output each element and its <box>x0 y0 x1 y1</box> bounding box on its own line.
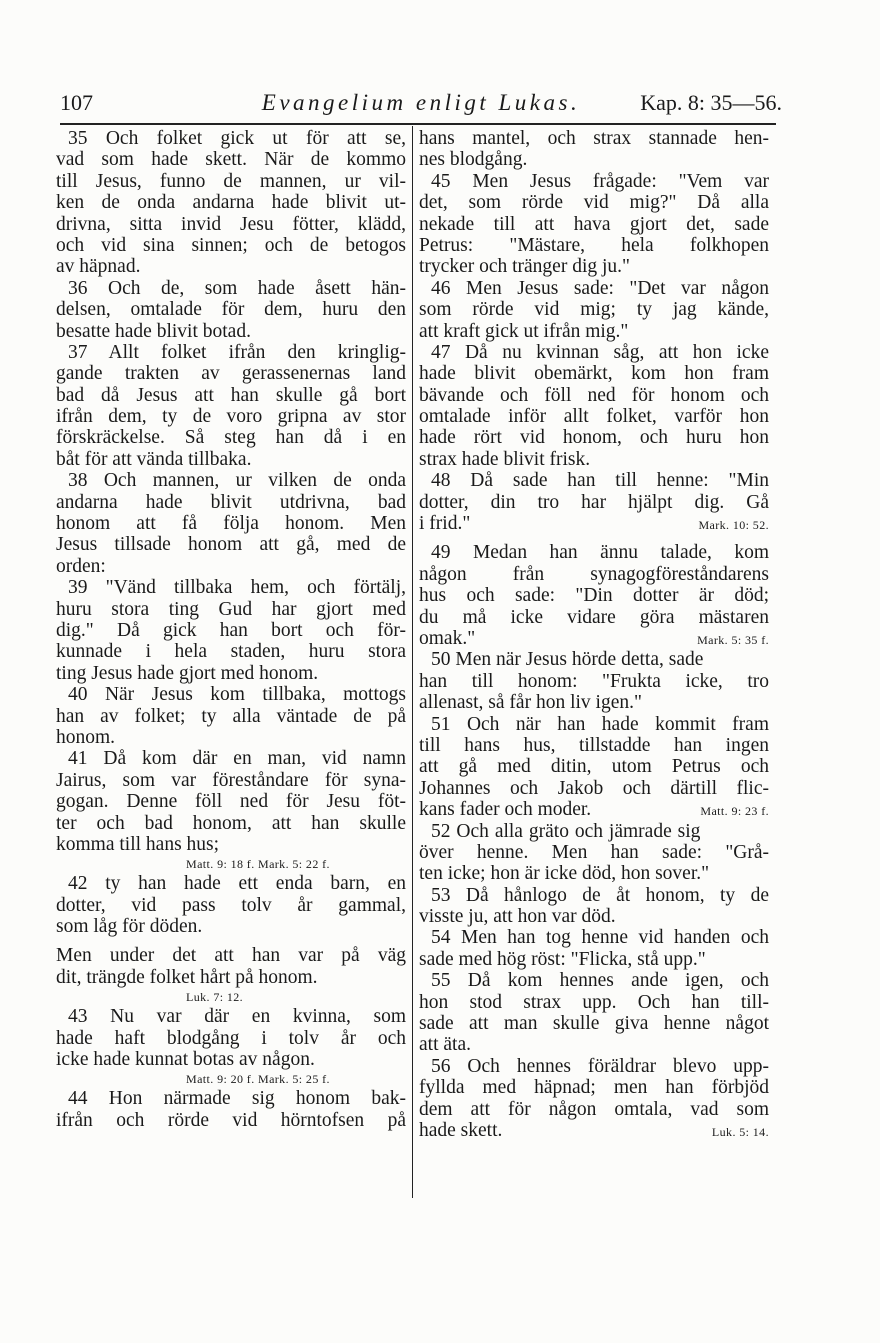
text-line: hon stod strax upp. Och han till- <box>419 991 769 1013</box>
page-number: 107 <box>60 90 93 115</box>
text-line: strax hade blivit frisk. <box>419 448 591 470</box>
verse-46-line: 46 Men Jesus sade: "Det var någon <box>431 277 769 299</box>
text-line: hus och sade: "Din dotter är död; <box>419 585 769 607</box>
text-line: Jesus tillsade honom att gå, med de <box>56 534 406 556</box>
left-column <box>56 128 406 1131</box>
verse-40-line: 40 När Jesus kom tillbaka, mottogs <box>68 684 406 706</box>
verse-50-line: 50 Men när Jesus hörde detta, sade <box>431 649 704 671</box>
text-line: nekade till att hava gjort det, sade <box>419 213 769 235</box>
text-line: du må icke vidare göra mästaren <box>419 606 769 628</box>
text-line: gogan. Denne föll ned för Jesu föt- <box>56 791 406 813</box>
text-line: båt för att vända tillbaka. <box>56 448 252 470</box>
text-line: någon från synagogföreståndarens <box>419 563 769 585</box>
text-line: att kraft gick ut ifrån mig." <box>419 320 629 342</box>
text-line: vad som hade skett. När de kommo <box>56 149 406 171</box>
text-line: delsen, omtalade för dem, huru den <box>56 299 406 321</box>
section-gap <box>56 937 406 945</box>
text-line: dit, trängde folket hårt på honom. <box>56 966 318 988</box>
verse-44-line: 44 Hon närmade sig honom bak- <box>68 1088 406 1110</box>
verse-45-line: 45 Men Jesus frågade: "Vem var <box>431 170 769 192</box>
verse-51-line: 51 Och när han hade kommit fram <box>431 713 769 735</box>
text-line: komma till hans hus; <box>56 833 220 855</box>
page-header <box>60 90 782 122</box>
verse-39-line: 39 "Vänd tillbaka hem, och förtälj, <box>68 577 406 599</box>
text-line: allenast, så får hon liv igen." <box>419 692 642 714</box>
text-line: omtalade inför allt folket, varför hon <box>419 406 769 428</box>
text-line-with-ref <box>419 628 769 649</box>
text-line: Petrus: "Mästare, hela folkhopen <box>419 234 769 256</box>
text-fragment: hade skett. <box>419 1119 503 1141</box>
text-line: till hans hus, tillstadde han ingen <box>419 734 769 756</box>
text-line-with-ref <box>419 799 769 820</box>
verse-47-line: 47 Då nu kvinnan såg, att hon icke <box>431 341 769 363</box>
text-line: dotter, vid pass tolv år gammal, <box>56 894 406 916</box>
text-line: ting Jesus hade gjort med honom. <box>56 662 319 684</box>
text-line: ten icke; hon är icke död, hon sover." <box>419 863 710 885</box>
text-line: icke hade kunnat botas av någon. <box>56 1049 315 1071</box>
text-fragment: omak." <box>419 627 476 649</box>
header-rule <box>60 123 776 125</box>
verse-53-line: 53 Då hånlogo de åt honom, ty de <box>431 884 769 906</box>
text-line: det, som rörde vid mig?" Då alla <box>419 192 769 214</box>
text-fragment: i frid." <box>419 513 471 535</box>
verse-35-line: 35 Och folket gick ut för att se, <box>68 128 406 149</box>
cross-reference: Matt. 9: 18 f. Mark. 5: 22 f. <box>186 857 330 872</box>
text-line: dig." Då gick han bort och för- <box>56 619 406 641</box>
verse-56-line: 56 Och hennes föräldrar blevo upp- <box>431 1055 769 1077</box>
text-line: huru stora ting Gud har gjort med <box>56 598 406 620</box>
text-line: ifrån och rörde vid hörntofsen på <box>56 1109 406 1131</box>
text-line: Johannes och Jakob och därtill flic- <box>419 777 769 799</box>
verse-42-line: 42 ty han hade ett enda barn, en <box>68 873 406 895</box>
cross-reference: Matt. 9: 20 f. Mark. 5: 25 f. <box>186 1072 330 1087</box>
verse-55-line: 55 Då kom hennes ande igen, och <box>431 970 769 992</box>
text-line: sade att man skulle giva henne något <box>419 1013 769 1035</box>
verse-37-line: 37 Allt folket ifrån den kringlig- <box>68 341 406 363</box>
text-line: Jairus, som var föreståndare för syna- <box>56 769 406 791</box>
text-line: ken de onda andarna hade blivit ut- <box>56 192 406 214</box>
text-line: honom. <box>56 726 116 748</box>
verse-48-line: 48 Då sade han till henne: "Min <box>431 470 769 492</box>
text-line: hans mantel, och strax stannade hen- <box>419 128 769 149</box>
text-line: att gå med ditin, utom Petrus och <box>419 756 769 778</box>
verse-49-line: 49 Medan han ännu talade, kom <box>431 542 769 564</box>
text-line-with-ref <box>419 513 769 534</box>
verse-52-line: 52 Och alla gräto och jämrade sig <box>431 820 701 842</box>
right-column <box>419 128 769 1143</box>
text-line: och vid sina sinnen; och de betogos <box>56 234 406 256</box>
text-line: som låg för döden. <box>56 916 203 938</box>
text-line: honom att få följa honom. Men <box>56 513 406 535</box>
text-line: hade haft blodgång i tolv år och <box>56 1027 406 1049</box>
text-line: sade med hög röst: "Flicka, stå upp." <box>419 948 706 970</box>
text-line: hade blivit obemärkt, kom hon fram <box>419 363 769 385</box>
chapter-reference: Kap. 8: 35—56. <box>640 90 782 115</box>
text-line: visste ju, att hon var död. <box>419 906 616 928</box>
text-line: över henne. Men han sade: "Grå- <box>419 841 769 863</box>
text-line: besatte hade blivit botad. <box>56 320 251 342</box>
text-line: ifrån dem, ty de voro gripna av stor <box>56 406 406 428</box>
text-line: trycker och tränger dig ju." <box>419 256 631 278</box>
text-line: kunnade i hela staden, huru stora <box>56 641 406 663</box>
cross-reference: Matt. 9: 23 f. <box>700 804 769 819</box>
text-line: han av folket; ty alla väntade de på <box>56 705 406 727</box>
text-line: att äta. <box>419 1034 471 1056</box>
verse-54-line: 54 Men han tog henne vid handen och <box>431 927 769 949</box>
verse-38-line: 38 Och mannen, ur vilken de onda <box>68 470 406 492</box>
text-line: drivna, sitta invid Jesu fötter, klädd, <box>56 213 406 235</box>
text-line: som rörde vid mig; ty jag kände, <box>419 299 769 321</box>
text-line: av häpnad. <box>56 256 141 278</box>
text-line: han till honom: "Frukta icke, tro <box>419 670 769 692</box>
text-line: andarna hade blivit utdrivna, bad <box>56 491 406 513</box>
running-title: Evangelium enligt Lukas. <box>261 90 581 115</box>
text-line-with-ref <box>419 1120 769 1141</box>
text-line: dotter, din tro har hjälpt dig. Gå <box>419 491 769 513</box>
text-line: orden: <box>56 555 106 577</box>
column-divider <box>412 126 413 1198</box>
text-fragment: kans fader och moder. <box>419 799 592 821</box>
verse-41-line: 41 Då kom där en man, vid namn <box>68 748 406 770</box>
text-line: gande trakten av gerassenernas land <box>56 363 406 385</box>
text-line: förskräckelse. Så steg han då i en <box>56 427 406 449</box>
cross-reference: Luk. 7: 12. <box>186 990 244 1005</box>
text-line: ter och bad honom, att han skulle <box>56 812 406 834</box>
cross-reference: Luk. 5: 14. <box>711 1124 769 1139</box>
text-line: bävande och föll ned för honom och <box>419 384 769 406</box>
text-line: nes blodgång. <box>419 149 528 171</box>
text-line: bad då Jesus att han skulle gå bort <box>56 384 406 406</box>
text-line: hade rört vid honom, och huru hon <box>419 427 769 449</box>
text-line: fyllda med häpnad; men han förbjöd <box>419 1077 769 1099</box>
section-start-line: Men under det att han var på väg <box>56 945 406 967</box>
cross-reference: Mark. 5: 35 f. <box>697 632 769 647</box>
text-line: dem att för någon omtala, vad som <box>419 1098 769 1120</box>
verse-43-line: 43 Nu var där en kvinna, som <box>68 1006 406 1028</box>
verse-36-line: 36 Och de, som hade åsett hän- <box>68 277 406 299</box>
text-line: till Jesus, funno de mannen, ur vil- <box>56 170 406 192</box>
cross-reference: Mark. 10: 52. <box>698 518 769 533</box>
